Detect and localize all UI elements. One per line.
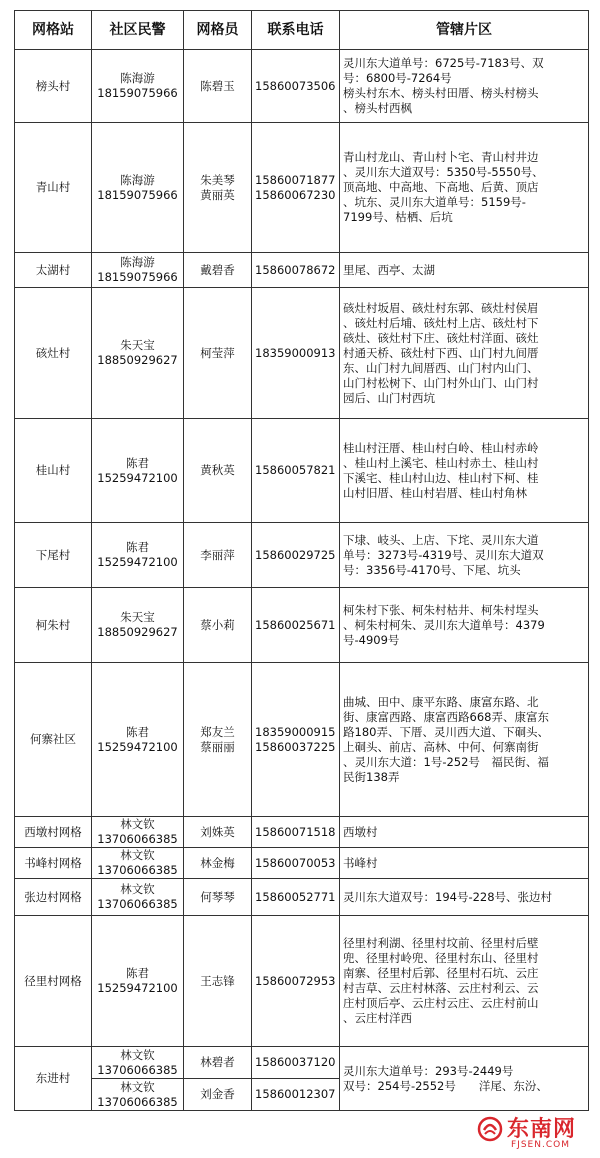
table-row <box>15 848 589 879</box>
police-line: 18159075966 <box>97 270 178 284</box>
police-line: 13706066385 <box>97 1094 178 1109</box>
police-line: 15259472100 <box>97 981 178 995</box>
area-line: 、柯朱村柯朱、灵川东大道单号：4379 <box>343 617 545 632</box>
phone-cell <box>252 817 340 848</box>
police-cell <box>92 523 184 588</box>
phone-number: 18359000915 <box>255 724 336 739</box>
station-cell: 何寨社区 <box>15 663 92 817</box>
station-cell: 下尾村 <box>15 523 92 588</box>
phone-number: 15860067230 <box>255 187 336 202</box>
phone-cell <box>252 916 340 1047</box>
grid-member-cell <box>184 1047 252 1079</box>
area-line: 民街138弄 <box>343 769 400 784</box>
police-cell <box>92 588 184 663</box>
table-row <box>15 817 589 848</box>
station-cell: 榜头村 <box>15 50 92 123</box>
area-cell <box>340 123 589 253</box>
grid-member-cell <box>184 253 252 288</box>
area-line: 南寨、径里村后郭、径里村石坑、云庄 <box>343 966 539 980</box>
table-row <box>15 523 589 588</box>
area-line: 灵川东大道双号：194号-228号、张边村 <box>343 889 553 904</box>
phone-cell <box>252 1079 340 1111</box>
police-line: 13706066385 <box>97 1062 178 1077</box>
col-header-station: 网格站 <box>15 11 92 50</box>
watermark-subtitle: FJSEN.COM <box>511 1140 570 1150</box>
col-header-grid-member: 网格员 <box>184 11 252 50</box>
area-line: 顶高地、中高地、下高地、后黄、顶店 <box>343 180 539 194</box>
police-line: 13706066385 <box>97 897 178 911</box>
grid-member-name: 戴碧香 <box>200 262 235 277</box>
phone-number: 15860029725 <box>255 547 336 562</box>
area-line: 园后、山门村西坑 <box>343 390 435 405</box>
area-line: 、灵川东大道：1号-252号 福民街、福 <box>343 754 549 769</box>
area-cell <box>340 523 589 588</box>
grid-member-name: 王志锋 <box>200 973 235 988</box>
police-cell <box>92 50 184 123</box>
police-line: 陈海游 <box>120 255 155 269</box>
area-line: 号-4909号 <box>343 632 400 647</box>
grid-member-cell <box>184 879 252 916</box>
police-line: 林文钦 <box>120 817 155 831</box>
area-line: 庄村顶后亭、云庄村云庄、云庄村前山 <box>343 996 539 1010</box>
area-line: 曲城、田中、康平东路、康富东路、北 <box>343 694 539 709</box>
grid-member-cell <box>184 288 252 419</box>
police-cell <box>92 663 184 817</box>
phone-number: 15860037120 <box>255 1055 336 1069</box>
phone-cell <box>252 848 340 879</box>
phone-cell <box>252 663 340 817</box>
area-line: 硋灶村坂眉、硋灶村东郭、硋灶村侯眉 <box>343 300 539 315</box>
table-row <box>15 879 589 916</box>
area-line: 灵川东大道单号：6725号-7183号、双 <box>343 56 544 70</box>
police-line: 陈海游 <box>120 71 155 85</box>
phone-number: 15860078672 <box>255 262 336 277</box>
grid-member-name: 郑友兰 <box>200 724 235 739</box>
area-line: 路180弄、下厝、灵川西大道、下硐头、 <box>343 724 549 739</box>
grid-member-cell <box>184 123 252 253</box>
phone-number: 15860073506 <box>255 78 336 93</box>
area-cell <box>340 50 589 123</box>
area-line: 下溪宅、桂山村山边、桂山村下柯、桂 <box>343 470 539 485</box>
phone-number: 15860037225 <box>255 739 336 754</box>
police-line: 林文钦 <box>120 848 155 862</box>
table-row <box>15 588 589 663</box>
police-cell <box>92 817 184 848</box>
police-line: 陈君 <box>126 540 149 554</box>
police-line: 朱天宝 <box>120 338 155 352</box>
table-row <box>15 1047 589 1079</box>
police-line: 13706066385 <box>97 863 178 877</box>
police-line: 陈君 <box>126 724 149 739</box>
area-line: 、桂山村上溪宅、桂山村赤土、桂山村 <box>343 455 539 470</box>
grid-member-cell <box>184 1079 252 1111</box>
area-line: 硋灶、硋灶村下庄、硋灶村洋面、硋灶 <box>343 330 539 345</box>
phone-number: 18359000913 <box>255 345 336 360</box>
phone-number: 15860012307 <box>255 1087 336 1101</box>
grid-member-name: 刘金香 <box>200 1087 235 1101</box>
phone-number: 15860071518 <box>255 824 336 839</box>
area-line: 桂山村汪厝、桂山村白岭、桂山村赤岭 <box>343 440 539 455</box>
table-row <box>15 419 589 523</box>
phone-number: 15860025671 <box>255 617 336 632</box>
area-line: 西墩村 <box>343 824 378 839</box>
phone-cell <box>252 419 340 523</box>
area-line: 单号：3273号-4319号、灵川东大道双 <box>343 547 544 562</box>
area-cell <box>340 916 589 1047</box>
area-line: 里尾、西亭、太湖 <box>343 262 435 277</box>
police-cell <box>92 288 184 419</box>
station-cell: 桂山村 <box>15 419 92 523</box>
grid-member-name: 黄丽英 <box>200 187 235 202</box>
area-line: 、坑东、灵川东大道单号：5159号- <box>343 195 526 209</box>
table-row <box>15 663 589 817</box>
station-cell: 书峰村网格 <box>15 848 92 879</box>
police-cell <box>92 419 184 523</box>
grid-member-cell <box>184 523 252 588</box>
area-line: 灵川东大道单号：293号-2449号 <box>343 1063 514 1078</box>
station-cell: 张边村网格 <box>15 879 92 916</box>
area-line: 、云庄村洋西 <box>343 1011 412 1025</box>
police-cell <box>92 879 184 916</box>
station-cell: 硋灶村 <box>15 288 92 419</box>
table-row <box>15 916 589 1047</box>
police-line: 15259472100 <box>97 470 178 485</box>
watermark-title: 东南网 <box>507 1117 577 1142</box>
area-line: 双号：254号-2552号 洋尾、东汾、 <box>343 1078 548 1093</box>
grid-member-name: 林碧者 <box>200 1055 235 1069</box>
police-cell <box>92 123 184 253</box>
table-header-row <box>15 11 589 50</box>
fjsen-watermark <box>477 1110 592 1154</box>
area-line: 、灵川东大道双号：5350号-5550号、 <box>343 165 544 179</box>
table-row <box>15 123 589 253</box>
area-line: 村通天桥、硋灶村下西、山门村九间厝 <box>343 345 539 360</box>
col-header-phone: 联系电话 <box>252 11 340 50</box>
area-cell <box>340 1047 589 1111</box>
area-line: 山村旧厝、桂山村岩厝、桂山村角林 <box>343 485 527 500</box>
area-cell <box>340 817 589 848</box>
area-line: 青山村龙山、青山村卜宅、青山村井边 <box>343 150 539 164</box>
area-cell <box>340 663 589 817</box>
grid-member-name: 蔡小莉 <box>200 617 235 632</box>
area-line: 村吉草、云庄村林落、云庄村利云、云 <box>343 981 539 995</box>
area-line: 柯朱村下张、柯朱村枯井、柯朱村埕头 <box>343 602 539 617</box>
fjsen-logo-icon <box>477 1116 503 1142</box>
area-cell <box>340 253 589 288</box>
area-line: 东、山门村九间厝西、山门村内山门、 <box>343 360 539 375</box>
phone-number: 15860071877 <box>255 172 336 187</box>
phone-cell <box>252 523 340 588</box>
phone-cell <box>252 1047 340 1079</box>
grid-member-cell <box>184 50 252 123</box>
phone-cell <box>252 588 340 663</box>
police-line: 陈海游 <box>120 172 155 187</box>
police-line: 18850929627 <box>97 353 178 367</box>
area-line: 号：6800号-7264号 <box>343 71 452 85</box>
station-cell: 太湖村 <box>15 253 92 288</box>
grid-member-name: 黄秋英 <box>200 463 235 477</box>
grid-member-name: 刘姝英 <box>200 824 235 839</box>
police-line: 15259472100 <box>97 555 178 569</box>
police-line: 18159075966 <box>97 187 178 202</box>
police-line: 13706066385 <box>97 832 178 846</box>
col-header-police: 社区民警 <box>92 11 184 50</box>
area-line: 下埭、岐头、上店、下垞、灵川东大道 <box>343 532 539 547</box>
area-line: 榜头村东木、榜头村田厝、榜头村榜头 <box>343 86 539 100</box>
phone-cell <box>252 288 340 419</box>
police-line: 林文钦 <box>120 1079 155 1094</box>
phone-cell <box>252 879 340 916</box>
grid-member-name: 蔡丽丽 <box>200 739 235 754</box>
area-line: 上硐头、前店、高林、中何、何寨南街 <box>343 739 539 754</box>
station-cell: 青山村 <box>15 123 92 253</box>
grid-member-cell <box>184 588 252 663</box>
area-line: 山门村松树下、山门村外山门、山门村 <box>343 375 539 390</box>
area-line: 书峰村 <box>343 855 378 870</box>
station-cell: 西墩村网格 <box>15 817 92 848</box>
table-row <box>15 253 589 288</box>
area-line: 径里村利湖、径里村坟前、径里村后壁 <box>343 936 539 950</box>
police-line: 林文钦 <box>120 1047 155 1062</box>
grid-member-cell <box>184 419 252 523</box>
phone-number: 15860052771 <box>255 889 336 904</box>
grid-member-name: 朱美琴 <box>200 172 235 187</box>
station-cell: 东进村 <box>15 1047 92 1111</box>
col-header-area: 管辖片区 <box>340 11 589 50</box>
area-line: 号：3356号-4170号、下尾、坑头 <box>343 562 521 577</box>
area-line: 、榜头村西枫 <box>343 101 412 115</box>
grid-member-name: 陈碧玉 <box>200 78 235 93</box>
area-cell <box>340 419 589 523</box>
station-cell: 柯朱村 <box>15 588 92 663</box>
grid-member-cell <box>184 817 252 848</box>
area-line: 街、康富西路、康富西路668弄、康富东 <box>343 709 549 724</box>
area-line: 兜、径里村岭兜、径里村东山、径里村 <box>343 951 539 965</box>
area-cell <box>340 879 589 916</box>
police-line: 15259472100 <box>97 739 178 754</box>
police-cell <box>92 848 184 879</box>
area-cell <box>340 848 589 879</box>
phone-number: 15860070053 <box>255 855 336 870</box>
grid-member-cell <box>184 663 252 817</box>
area-cell <box>340 288 589 419</box>
grid-table <box>14 10 589 1111</box>
station-cell: 径里村网格 <box>15 916 92 1047</box>
phone-number: 15860057821 <box>255 463 336 477</box>
area-line: 、硋灶村后埔、硋灶村上店、硋灶村下 <box>343 315 539 330</box>
police-line: 朱天宝 <box>120 610 155 624</box>
police-line: 陈君 <box>126 966 149 980</box>
police-cell <box>92 916 184 1047</box>
grid-member-cell <box>184 848 252 879</box>
grid-member-name: 林金梅 <box>200 855 235 870</box>
police-cell <box>92 253 184 288</box>
table-row <box>15 50 589 123</box>
police-cell <box>92 1047 184 1079</box>
police-line: 林文钦 <box>120 882 155 896</box>
area-cell <box>340 588 589 663</box>
police-line: 陈君 <box>126 455 149 470</box>
table-row <box>15 288 589 419</box>
grid-member-name: 何琴琴 <box>200 889 235 904</box>
phone-cell <box>252 50 340 123</box>
police-line: 18159075966 <box>97 86 178 100</box>
area-line: 7199号、枯栖、后坑 <box>343 210 453 224</box>
phone-number: 15860072953 <box>255 973 336 988</box>
police-line: 18850929627 <box>97 625 178 639</box>
police-cell <box>92 1079 184 1111</box>
phone-cell <box>252 253 340 288</box>
grid-member-cell <box>184 916 252 1047</box>
phone-cell <box>252 123 340 253</box>
grid-member-name: 柯莹萍 <box>200 345 235 360</box>
grid-member-name: 李丽萍 <box>200 547 235 562</box>
